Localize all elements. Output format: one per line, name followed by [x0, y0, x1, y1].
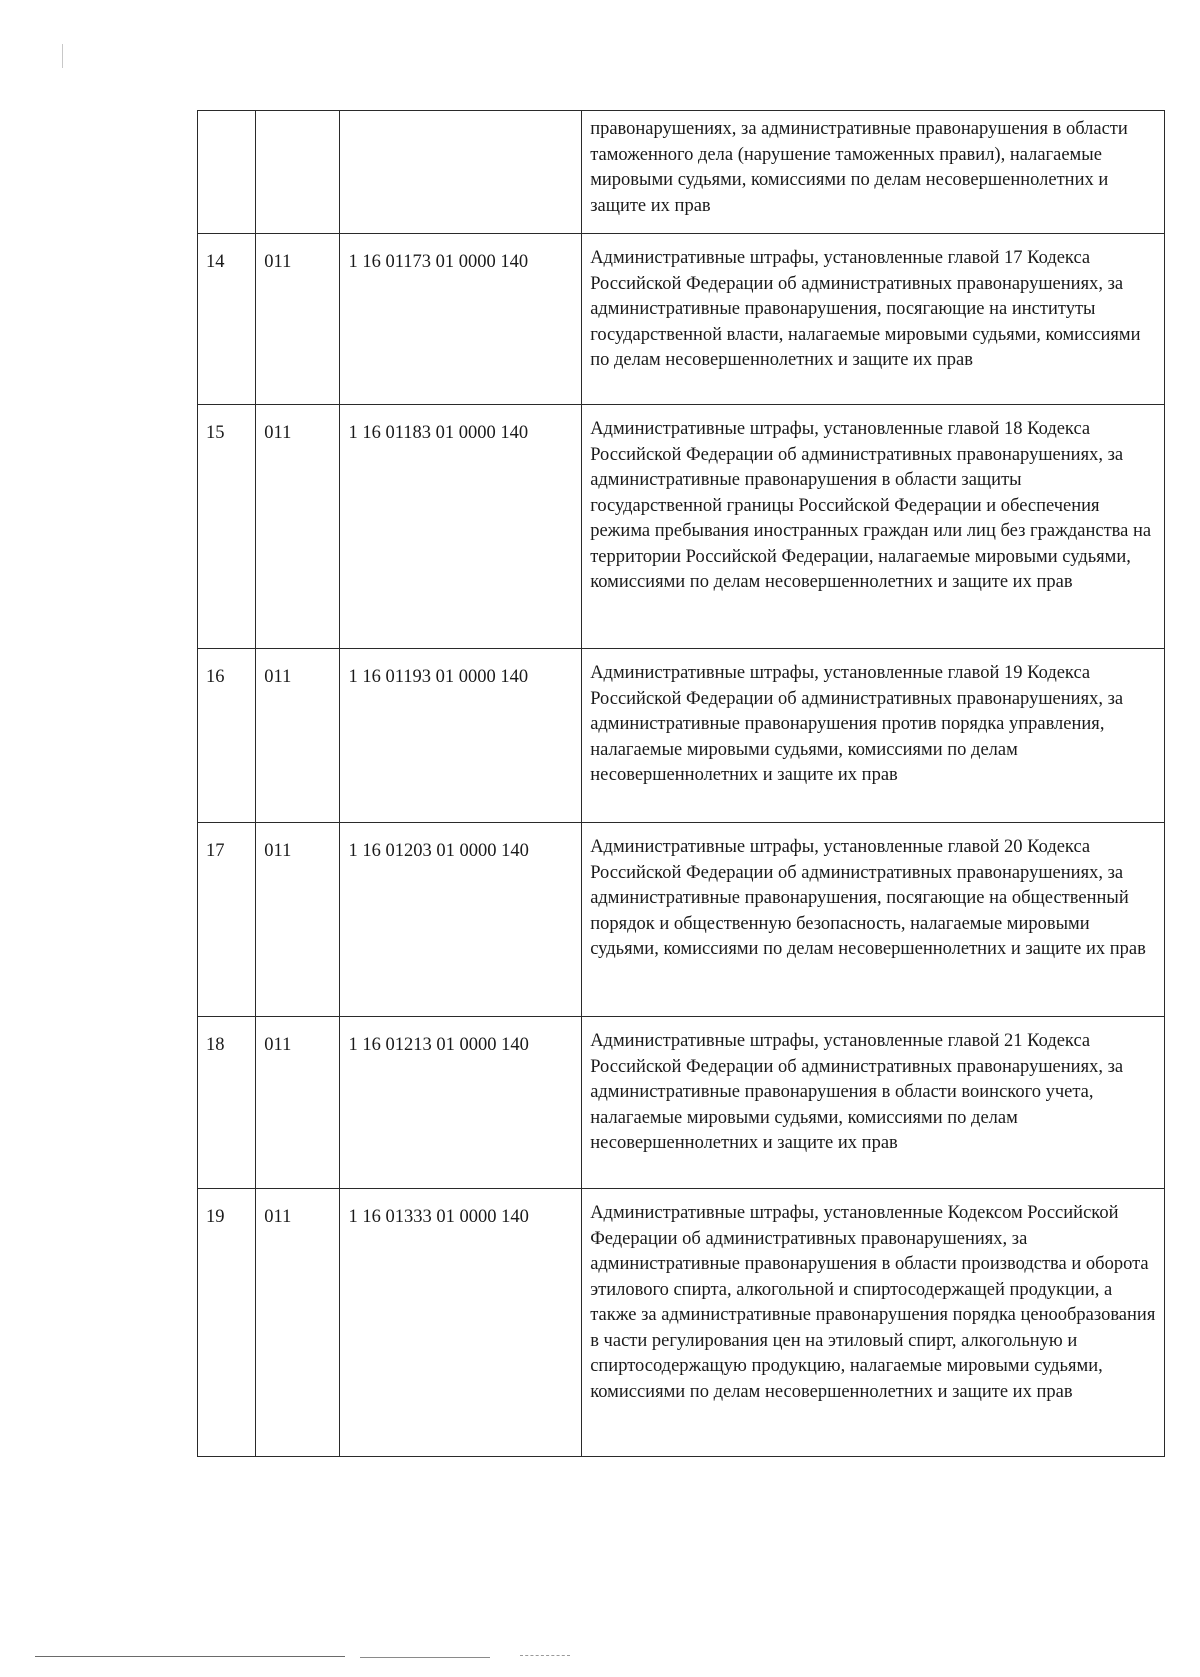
kbk-code: 1 16 01173 01 0000 140	[340, 234, 582, 405]
admin-code: 011	[256, 1017, 340, 1189]
admin-code: 011	[256, 405, 340, 649]
admin-code: 011	[256, 823, 340, 1017]
kbk-code: 1 16 01333 01 0000 140	[340, 1189, 582, 1457]
scan-corner-mark	[62, 44, 67, 68]
table-row	[198, 1189, 1165, 1457]
row-number	[198, 111, 256, 234]
budget-codes-table	[197, 110, 1165, 1457]
scan-artifact-line	[360, 1657, 490, 1658]
description: Административные штрафы, установленные главой 17 Кодекса Российской Федерации об административных правонарушениях, за административные правонарушения, посягающие на институты государственной власти, налагаемые мировыми судьями, комиссиями по делам несовершеннолетних и защите их прав	[582, 234, 1165, 405]
admin-code: 011	[256, 1189, 340, 1457]
scan-artifact-line	[35, 1656, 345, 1657]
table-row	[198, 405, 1165, 649]
table-row	[198, 111, 1165, 234]
table-row	[198, 823, 1165, 1017]
kbk-code: 1 16 01193 01 0000 140	[340, 649, 582, 823]
kbk-code: 1 16 01213 01 0000 140	[340, 1017, 582, 1189]
kbk-code	[340, 111, 582, 234]
row-number: 16	[198, 649, 256, 823]
kbk-code: 1 16 01203 01 0000 140	[340, 823, 582, 1017]
table-row	[198, 1017, 1165, 1189]
row-number: 15	[198, 405, 256, 649]
row-number: 18	[198, 1017, 256, 1189]
row-number: 14	[198, 234, 256, 405]
admin-code: 011	[256, 649, 340, 823]
description: Административные штрафы, установленные главой 21 Кодекса Российской Федерации об административных правонарушениях, за административные правонарушения в области воинского учета, налагаемые мировыми судьями, комиссиями по делам несовершеннолетних и защите их прав	[582, 1017, 1165, 1189]
description: Административные штрафы, установленные главой 18 Кодекса Российской Федерации об административных правонарушениях, за административные правонарушения в области защиты государственной границы Российской Федерации и обеспечения режима пребывания иностранных граждан или лиц без гражданства на территории Российской Федерации, налагаемые мировыми судьями, комиссиями по делам несовершеннолетних и защите их прав	[582, 405, 1165, 649]
description: Административные штрафы, установленные главой 20 Кодекса Российской Федерации об административных правонарушениях, за административные правонарушения, посягающие на общественный порядок и общественную безопасность, налагаемые мировыми судьями, комиссиями по делам несовершеннолетних и защите их прав	[582, 823, 1165, 1017]
kbk-code: 1 16 01183 01 0000 140	[340, 405, 582, 649]
scan-artifact-line	[520, 1655, 570, 1656]
admin-code	[256, 111, 340, 234]
table-row	[198, 649, 1165, 823]
row-number: 17	[198, 823, 256, 1017]
description: правонарушениях, за административные правонарушения в области таможенного дела (нарушение таможенных правил), налагаемые мировыми судьями, комиссиями по делам несовершеннолетних и защите их прав	[582, 111, 1165, 234]
admin-code: 011	[256, 234, 340, 405]
table-row	[198, 234, 1165, 405]
description: Административные штрафы, установленные главой 19 Кодекса Российской Федерации об административных правонарушениях, за административные правонарушения против порядка управления, налагаемые мировыми судьями, комиссиями по делам несовершеннолетних и защите их прав	[582, 649, 1165, 823]
description: Административные штрафы, установленные Кодексом Российской Федерации об административных правонарушениях, за административные правонарушения в области производства и оборота этилового спирта, алкогольной и спиртосодержащей продукции, а также за административные правонарушения порядка ценообразования в части регулирования цен на этиловый спирт, алкогольную и спиртосодержащую продукцию, налагаемые мировыми судьями, комиссиями по делам несовершеннолетних и защите их прав	[582, 1189, 1165, 1457]
row-number: 19	[198, 1189, 256, 1457]
